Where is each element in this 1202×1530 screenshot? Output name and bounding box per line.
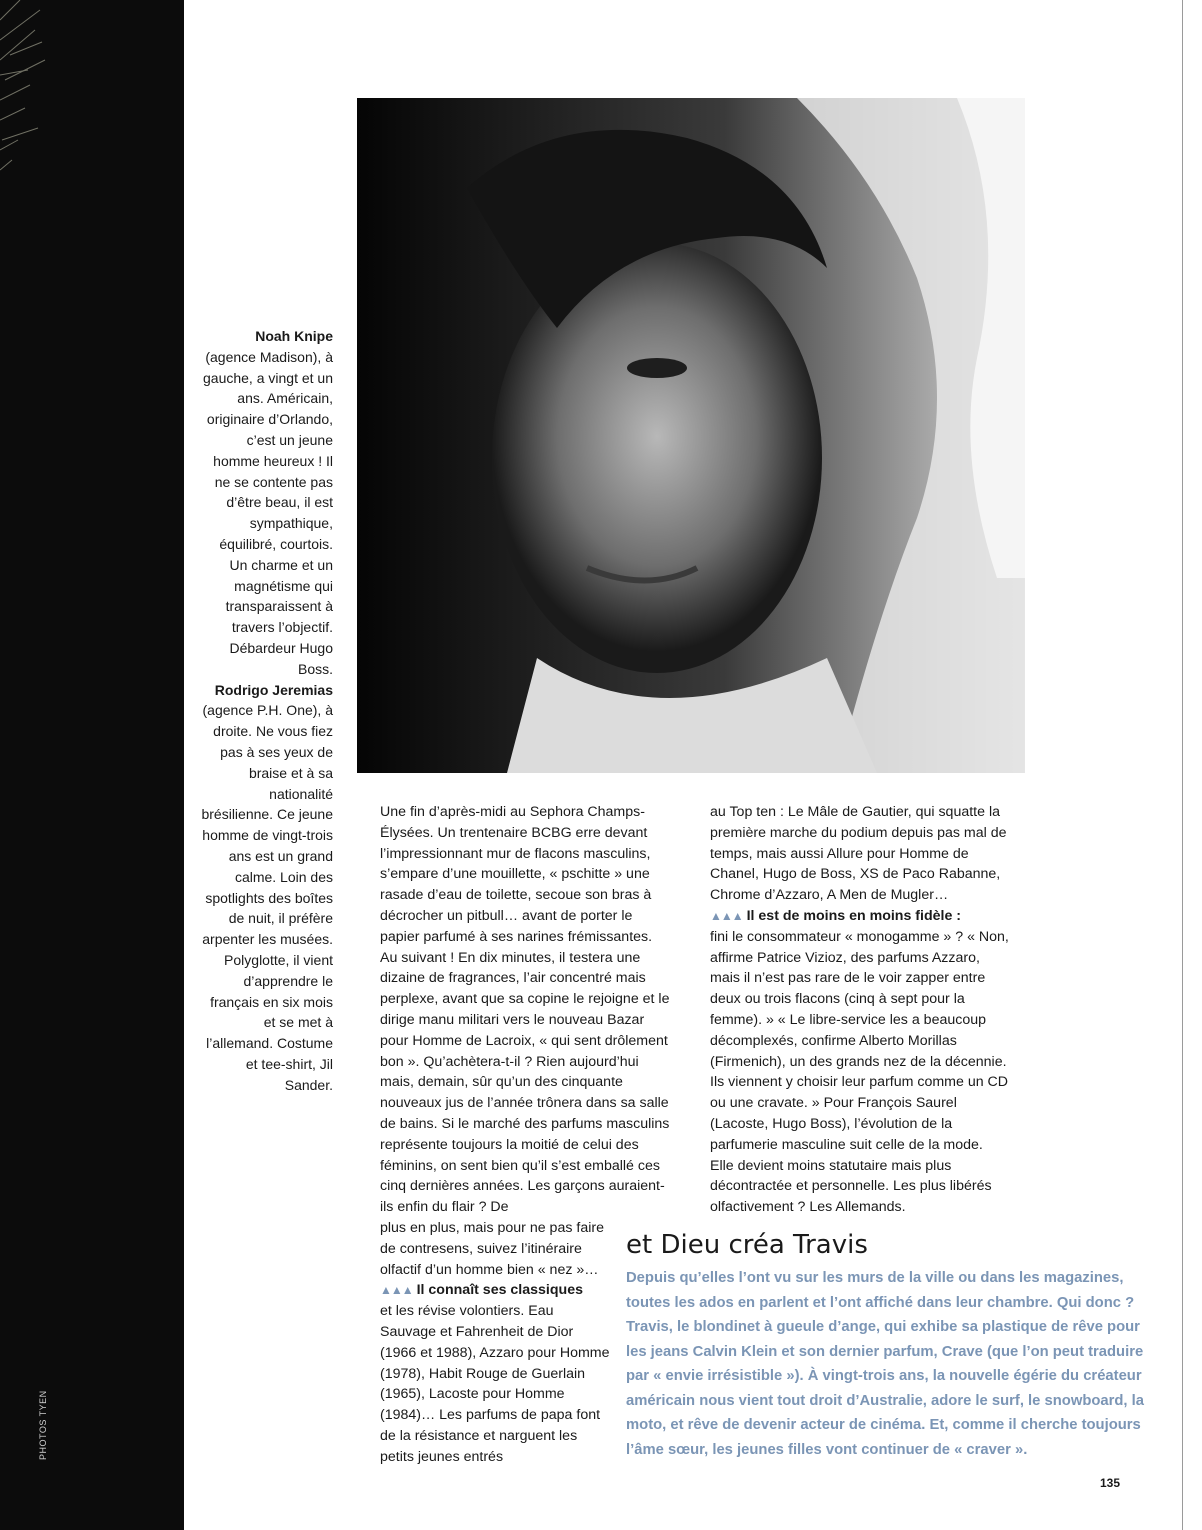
article-paragraph-4: fini le consommateur « monogamme » ? « Non, affirme Patrice Vizioz, des parfums Azzaro, mais il n’est pas rare de le voir zapper entre deux ou trois flacons (cinq à sept pour la femme). » « Le libre-service les a beaucoup décomplexés, confirme Alberto Morillas (Firmenich), un des grands nez de la décennie. Ils viennent y choisir leur parfum comme un CD ou une cravate. » Pour François Saurel (Lacoste, Hugo Boss), l’évolution de la parfumerie masculine suit celle de la mode. Elle devient moins statutaire mais plus décontractée et personnelle. Les plus libérés olfactivement ? Les Allemands. xyxy=(710,928,1009,1216)
article-column-1 xyxy=(380,802,672,1218)
grass-photo-edge xyxy=(0,0,184,1530)
caption-name-2: Rodrigo Jeremias xyxy=(214,681,333,698)
page-number: 135 xyxy=(1100,1476,1121,1490)
article-paragraph-1: Une fin d’après-midi au Sephora Champs-Élysées. Un trentenaire BCBG erre devant l’impressionnant mur de flacons masculins, s’empare d’une mouillette, « pschitte » une rasade d’eau de toilette, secoue son bras à décrocher un pitbull… avant de porter le papier parfumé à ses narines frémissantes. Au suivant ! En dix minutes, il testera une dizaine de fragrances, l’air concentré mais perplexe, avant que sa copine le rejoigne et le dirige manu militari vers le nouveau Bazar pour Homme de Lacroix, « qui sent drôlement bon ». Qu’achètera-t-il ? Rien aujourd’hui mais, demain, sûr qu’un des cinquante nouveaux jus de l’année trônera dans sa salle de bains. Si le marché des parfums masculins représente toujours la moitié de celui des féminins, on sent bien qu’il s’est emballé ces cinq dernières années. Les garçons auraient-ils enfin du flair ? De xyxy=(380,804,670,1216)
left-photo-strip xyxy=(0,0,184,1530)
caption-text-2: (agence P.H. One), à droite. Ne vous fiez pas à ses yeux de braise et à sa nationalité brésilienne. Ce jeune homme de vingt-trois ans est un grand calme. Loin des spotlights des boîtes de nuit, il préfère arpenter les musées. Polyglotte, il vient d’apprendre le français en six mois et se met à l’allemand. Costume et tee-shirt, Jil Sander. xyxy=(201,702,333,1093)
article-paragraph-1-end: plus en plus, mais pour ne pas faire de contresens, suivez l’itinéraire olfactif d’un homme bien « nez »… xyxy=(380,1220,604,1278)
article-column-1-continued xyxy=(380,1218,610,1468)
article-column-2 xyxy=(710,802,1010,1218)
portrait-photo xyxy=(357,98,1025,773)
article-paragraph-2: et les révise volontiers. Eau Sauvage et Fahrenheit de Dior (1966 et 1988), Azzaro pour Homme (1978), Habit Rouge de Guerlain (1965), Lacoste pour Homme (1984)… Les parfums de papa font de la résistance et narguent les petits jeunes entrés xyxy=(380,1303,610,1465)
sidebar-intro: Depuis qu’elles l’ont vu sur les murs de la ville ou dans les magazines, toutes les ados en parlent et l’ont affiché dans leur chambre. Qui donc ? Travis, le blondinet à gueule d’ange, qui exhibe sa plastique de rêve pour les jeans Calvin Klein et son dernier parfum, Crave (que l’on peut traduire par « envie irrésistible »). À vingt-trois ans, la nouvelle égérie du créateur américain nous vient tout droit d’Australie, adore le surf, le snowboard, la moto, et rêve de devenir acteur de cinéma. Et, comme il cherche toujours l’âme sœur, les jeunes filles vont continuer de « craver ». xyxy=(626,1270,1144,1458)
article-paragraph-3: au Top ten : Le Mâle de Gautier, qui squatte la première marche du podium depuis pas mal de temps, mais aussi Allure pour Homme de Chanel, Hugo de Boss, XS de Paco Rabanne, Chrome d’Azzaro, A Men de Mugler… xyxy=(710,804,1007,904)
section-lead-fidele: Il est de moins en moins fidèle : xyxy=(746,907,962,924)
triangle-bullet-icon: ▲▲▲ xyxy=(380,1283,413,1298)
triangle-bullet-icon: ▲▲▲ xyxy=(710,908,743,923)
page-edge-rule xyxy=(1182,0,1183,1530)
caption-name-1: Noah Knipe xyxy=(255,328,333,344)
photo-credit: PHOTOS TYEN xyxy=(38,1390,48,1460)
sidebar-headline: et Dieu créa Travis xyxy=(626,1230,868,1260)
portrait-illustration xyxy=(357,98,1025,773)
caption-text-1: (agence Madison), à gauche, a vingt et un ans. Américain, originaire d’Orlando, c’est un jeune homme heureux ! Il ne se contente pas d’être beau, il est sympathique, équilibré, courtois. Un charme et un magnétisme qui transparaissent à travers l’objectif. Débardeur Hugo Boss. xyxy=(203,348,333,677)
section-lead-classiques: Il connaît ses classiques xyxy=(416,1282,583,1299)
photo-caption xyxy=(198,326,333,1095)
